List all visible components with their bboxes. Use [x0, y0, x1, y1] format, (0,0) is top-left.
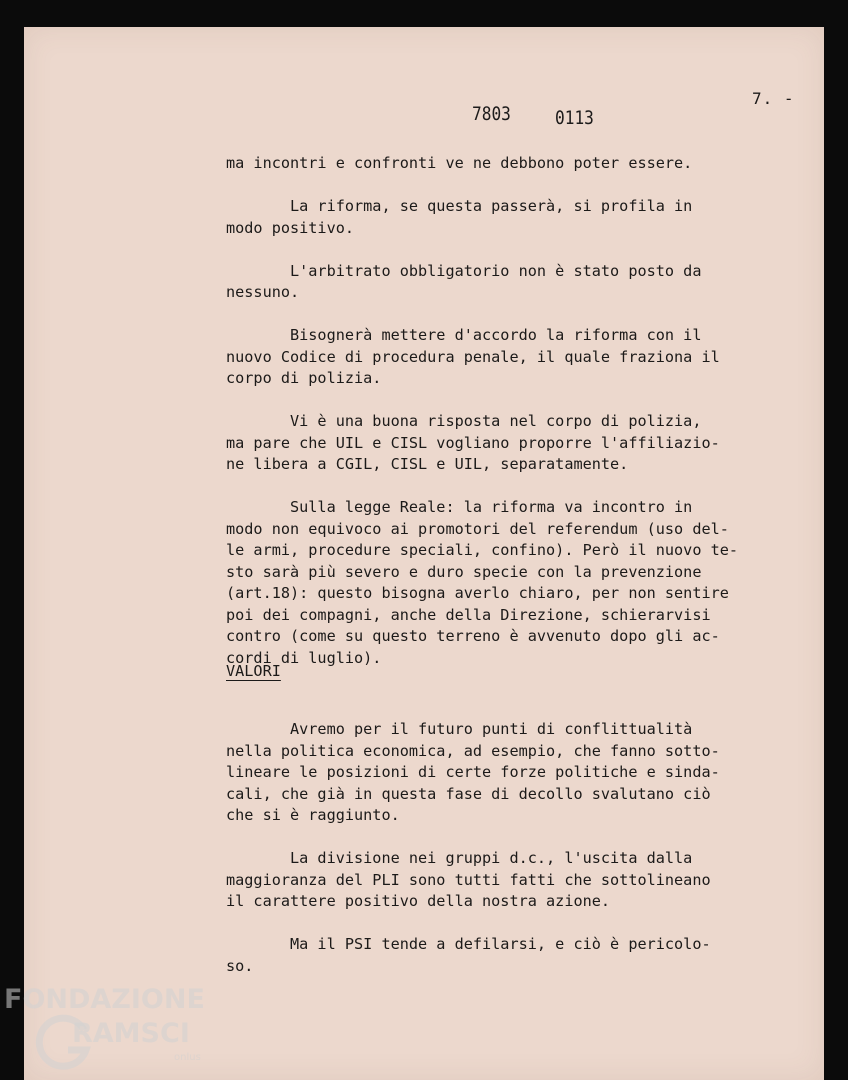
- watermark-suffix: onlus: [174, 1052, 201, 1063]
- fondazione-gramsci-watermark: [4, 984, 224, 1074]
- body-text-block-2: Avremo per il futuro punti di conflittualità nella politica economica, ad esempio, che fanno sotto- lineare le posizioni di certe forze politiche e sinda- cali, che già in questa fase di decollo svalutano ciò che si è raggiunto. La divisione nei gruppi d.c., l'uscita dalla maggioranza del PLI sono tutti fatti che sottolineano il carattere positivo della nostra azione. Ma il PSI tende a defilarsi, e ciò è pericolo- so.: [226, 720, 720, 975]
- section-heading: VALORI: [226, 662, 281, 680]
- watermark-line2: RAMSCI: [72, 1018, 190, 1049]
- watermark-line1: FONDAZIONE: [4, 984, 205, 1015]
- page-number: 7. -: [752, 89, 795, 108]
- body-text-block-1: ma incontri e confronti ve ne debbono poter essere. La riforma, se questa passerà, si profila in modo positivo. L'arbitrato obbligatorio non è stato posto da nessuno. Bisognerà mettere d'accordo la riforma con il nuovo Codice di procedura penale, il quale fraziona il corpo di polizia. Vi è una buona risposta nel corpo di polizia, ma pare che UIL e CISL vogliano proporre l'affiliazio- ne libera a CGIL, CISL e UIL, separatamente. Sulla legge Reale: la riforma va incontro in modo non equivoco ai promotori del referendum (uso del- le armi, procedure speciali, confino). Però il nuovo te- sto sarà più severo e duro specie con la prevenzione (art.18): questo bisogna averlo chiaro, per non sentire poi dei compagni, anche della Direzione, schierarvisi contro (come su questo terreno è avvenuto dopo gli ac- cordi di luglio).: [226, 154, 739, 667]
- archive-stamp-left: 7803: [472, 103, 511, 125]
- archive-stamp-right: 0113: [555, 107, 594, 129]
